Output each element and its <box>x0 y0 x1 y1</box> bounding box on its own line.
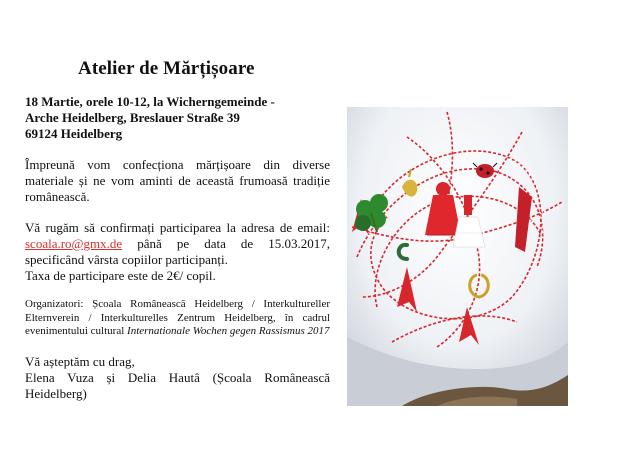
closing-paragraph <box>25 354 330 402</box>
organizers-paragraph <box>25 298 330 339</box>
address-line-1: 18 Martie, orele 10-12, la Wicherngemeinde - <box>25 94 275 109</box>
intro-paragraph: Împreună vom confecționa mărțișoare din diverse materiale și ne vom aminti de această frumoasă tradiție românească. <box>25 157 330 204</box>
closing-greeting: Vă așteptăm cu drag, <box>25 353 135 369</box>
page-title: Atelier de Mărțișoare <box>78 58 255 79</box>
rsvp-paragraph <box>25 220 330 284</box>
address-line-3: 69124 Heidelberg <box>25 126 123 141</box>
martisoare-illustration <box>347 107 568 406</box>
closing-signature: Elena Vuza și Delia Hautâ (Școala Românească Heidelberg) <box>25 369 330 401</box>
rsvp-text-before: Vă rugăm să confirmați participarea la adresa de email: <box>25 220 330 235</box>
address-line-2: Arche Heidelberg, Breslauer Straße 39 <box>25 110 240 125</box>
event-address <box>25 94 330 142</box>
fee-text: Taxa de participare este de 2€/ copil. <box>25 268 216 283</box>
organizers-text: Organizatori: Școala Românească Heidelberg / Interkultureller Elternverein / Interkulturelles Zentrum Heidelberg, în cadrul evenimentului cultural <box>25 298 330 337</box>
email-link[interactable]: scoala.ro@gmx.de <box>25 236 123 251</box>
rsvp-text-after: până pe data de 15.03.2017, specificând vârsta copiilor participanți. <box>25 236 330 267</box>
martisoare-photo <box>347 107 568 406</box>
event-name: Internationale Wochen gegen Rassismus 2017 <box>127 325 330 337</box>
flyer-content <box>25 94 330 402</box>
